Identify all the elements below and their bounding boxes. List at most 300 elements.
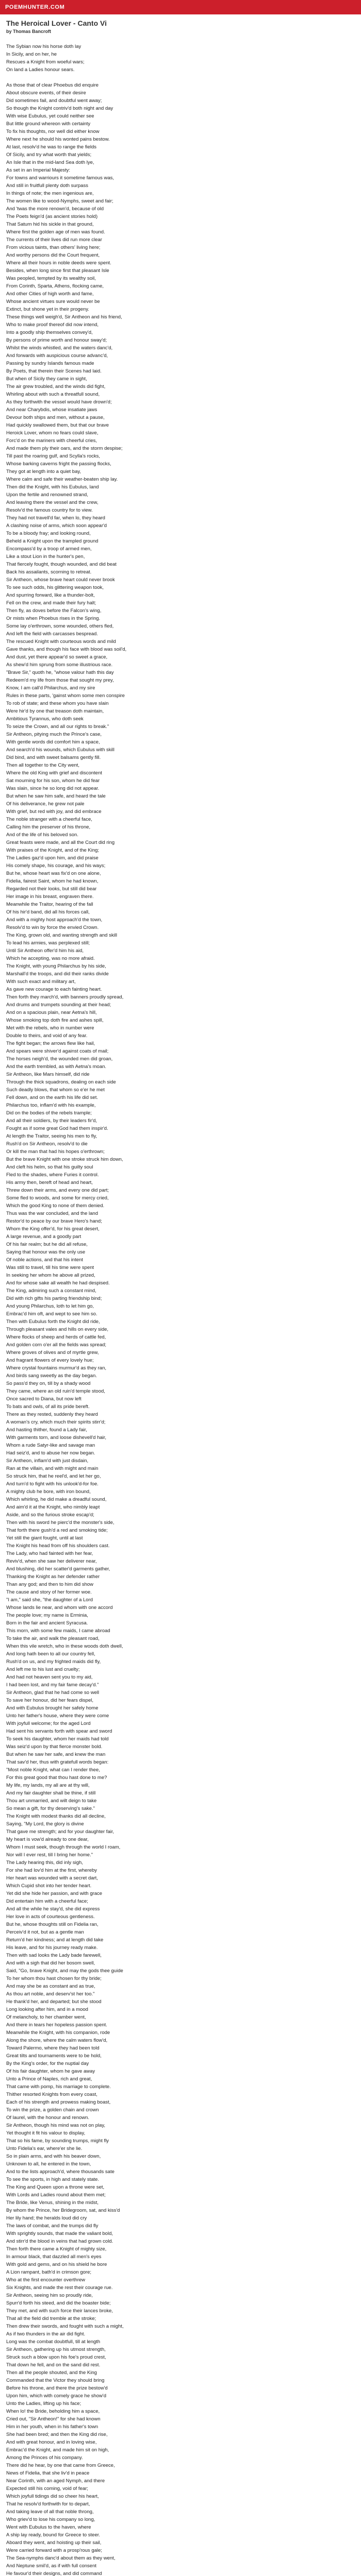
poem-line: The women like to wood-Nymphs, sweet and fair; [6, 198, 113, 204]
poem-line: His leave, and for his journey ready make. [6, 1945, 98, 1951]
poem-line: "Most noble Knight, what can I render thee, [6, 1767, 100, 1773]
poem-line: And blushing, did her scatter'd garments gather, [6, 1566, 110, 1572]
poem-line: On land a Ladies honour sears. [6, 67, 75, 73]
poem-line: Unto Fidelia's ear, where'er she lie. [6, 2146, 83, 2151]
poem-line: Unknown to all, he entered in the town, [6, 2161, 91, 2167]
poem-line: The King, admiring such a constant mind, [6, 1288, 96, 1294]
poemhunter-logo[interactable]: POEMHUNTER.COM [5, 4, 65, 10]
poem-line: Whilst the winds whistled, and the waters danc'd, [6, 345, 113, 351]
poem-line: Sir Antheon, whose brave heart could never brook [6, 577, 115, 583]
poem-line: And Neptune smil'd, as if with full consent [6, 2563, 97, 2569]
poem-line: Of noble actions, and that his intent [6, 1257, 83, 1263]
poem-line: Six Knights, and made the rest their courage rue. [6, 2285, 113, 2291]
poem-line: A Lion rampant, bath'd in crimson gore; [6, 2269, 91, 2275]
poem-line: And fragrant flowers of every lovely hue; [6, 1358, 94, 1363]
poem-line: That sav'd her, thus with gratefull words began: [6, 1759, 109, 1765]
poem-line: Was still to travel, till his time were spent [6, 1265, 94, 1270]
poem-line: Saying that honour was the only use [6, 1249, 86, 1255]
poem-line: To see such odds, his glittering weapon took, [6, 585, 104, 590]
poem-line: And 'twas the more renown'd, because of old [6, 206, 104, 212]
poem-line: By Poets, that therein their Scenes had laid. [6, 368, 102, 374]
poem-line: Her love in acts of courteous gentleness. [6, 1914, 95, 1920]
poem-line: Had sent his servants forth with spear and sword [6, 1728, 112, 1734]
poem-line: But when of Sicily they came in sight, [6, 376, 87, 382]
poem-line: Which joyfull tidings did so cheer his heart, [6, 2494, 99, 2499]
poem-line: And near Charybdis, whose insatiate jaws [6, 407, 97, 413]
poem-line: When this vile wretch, who in these woods doth dwell, [6, 1643, 123, 1649]
poem-line: Of his deliverance, he grew not pale [6, 801, 85, 807]
poem-line: Thither resorted Knights from every coast, [6, 2092, 97, 2097]
poem-line: By persons of prime worth and honour sway'd; [6, 337, 107, 343]
poem-line: And dust, yet there appear'd so sweet a grace, [6, 654, 108, 660]
poem-line: Before his throne, and there the prize bestow'd [6, 2385, 108, 2391]
poem-line: Besides, when long since first that pleasant Isle [6, 268, 109, 274]
poem-line: And with a mighty host approach'd the town, [6, 917, 103, 923]
poem-line: Passing by sundry Islands famous made [6, 361, 94, 366]
poem-line: Among the Princes of his company. [6, 2455, 83, 2461]
poem-line: And taking leave of all that noble throng, [6, 2509, 94, 2515]
poem-line: With joyfull welcome; for the aged Lord [6, 1721, 91, 1726]
poem-line: And birds sang sweetly as the day began. [6, 1373, 97, 1379]
poem-line: These things well weigh'd, Sir Antheon and his friend, [6, 314, 122, 320]
poem-line: Whom the King offer'd, for his great desert, [6, 1226, 100, 1232]
poem-line: Meanwhile the Traitor, hearing of the fall [6, 902, 93, 907]
poem-line: Where next he should his wonted pains bestow. [6, 137, 110, 142]
poem-line: Upon him, which with comely grace he show'd [6, 2393, 107, 2399]
poem-line: To fix his thoughts, nor well did either know [6, 129, 100, 134]
poem-line: Long looking after him, and in a mood [6, 2007, 88, 2012]
poem-line: And for whose sake all wealth he had despised. [6, 1280, 110, 1286]
poem-line: The rescued Knight with courteous words and mild [6, 639, 116, 645]
poem-line: He thank'd her, and departed; but she stood [6, 1999, 102, 2005]
poem-line: Thus was the war concluded, and the land [6, 1211, 98, 1216]
poem-line: Then fly, as doves before the Falcon's wing, [6, 608, 102, 614]
poem-line: Great feasts were made, and all the Court did ring [6, 840, 115, 845]
poem-line: Calling him the preserver of his throne, [6, 824, 91, 830]
poem-line: But he, whose heart was fix'd on one alone, [6, 871, 101, 876]
poem-line: About obscure events, of their desire [6, 90, 86, 96]
poem-line: And aim'd it at the Knight, who nimbly leapt [6, 1504, 100, 1510]
poem-line: Then with Eubulus forth the Knight did ride, [6, 1319, 100, 1325]
poem-line: The Sea-nymphs danc'd about them as they went, [6, 2555, 116, 2561]
poem-line: So in plain arms, and with his beaver down, [6, 2154, 101, 2159]
poem-line: The King and Queen upon a throne were set, [6, 2184, 105, 2190]
poem-line: Each of his strength and prowess making boast, [6, 2099, 111, 2105]
poem-line: Great tilts and tournaments were to be hold, [6, 2053, 102, 2059]
poem-line: And of the life of his beloved son. [6, 832, 78, 838]
poem-line: Which Cupid shot into her tender heart. [6, 1883, 92, 1889]
poem-line: Beheld a Knight upon the trampled ground [6, 538, 99, 544]
poem-line: Thanking the Knight as her defender rather [6, 1574, 100, 1580]
poem-line: Fell down, and on the earth his life did set. [6, 1095, 98, 1100]
poem-line: Her image in his breast, engraven there. [6, 894, 94, 900]
poem-line: Where first the golden age of men was found. [6, 229, 105, 235]
poem-line: Of his hir'd band, did all his forces call, [6, 909, 90, 915]
poem-line: A large revenue, and a goodly part [6, 1234, 81, 1240]
poem-line: That Saturn hid his sickle in that ground, [6, 222, 94, 227]
poem-line: Sir Antheon, like Mars himself, did ride [6, 1072, 90, 1077]
poem-line: They came, where an old ruin'd temple stood, [6, 1388, 105, 1394]
poem-line: Was seiz'd upon by that fierce monster bold. [6, 1744, 103, 1750]
poem-line: Yet thought it fit his valour to display, [6, 2130, 86, 2136]
poem-line: Forc'd on the mariners with cheerful cries, [6, 438, 97, 444]
poem-line: With praises of the Knight, and of the King; [6, 848, 100, 853]
poem-line: Struck such a blow upon his foe's proud crest, [6, 2354, 106, 2360]
poem-line: In things of note; the men ingenious are, [6, 191, 94, 196]
poem-line: Rush'd on us, and my frighted maids did fly, [6, 1659, 101, 1665]
poem-line: Whose smoking top doth fire and ashes spill, [6, 1018, 104, 1023]
poem-line: To bats and owls, of all its pride bereft. [6, 1404, 90, 1410]
poem-line: A ship lay ready, bound for Greece to steer. [6, 2532, 101, 2538]
poem-line: And had not heaven sent you to my aid, [6, 1674, 93, 1680]
poem-line: Through the thick squadrons, dealing on each side [6, 1079, 116, 1085]
poem-line: To rob of state; and these whom you have slain [6, 701, 109, 706]
poem-line: And with Eubulus brought her safely home [6, 1705, 99, 1711]
poem-line: And drums and trumpets sounding at their head; [6, 1002, 111, 1008]
poem-line: To lead his armies, was perplexed still; [6, 940, 90, 946]
poem-line: Back his assailants, scorning to retreat. [6, 569, 92, 575]
poem-line: Extinct, but shone yet in their progeny. [6, 307, 89, 312]
poem-line: She had been bred; and then the King did rise, [6, 2432, 108, 2437]
poem-line: Were hir'd by one that treason doth maintain, [6, 708, 104, 714]
poem-line: Or kill the man that had his hopes o'erthrown; [6, 1149, 105, 1155]
poem-line: Heroick Lover, whom no fears could slave, [6, 430, 99, 436]
poem-line: And search'd his wounds, which Eubulus with skill [6, 747, 114, 753]
poem-line: And all the while he stay'd, she did express [6, 1906, 100, 1912]
poem-line: That forth there gush'd a red and smoking tide; [6, 1528, 108, 1533]
poem-line: That fiercely fought, though wounded, and did beat [6, 562, 117, 567]
poem-line: Fled to the shades, where Furies it control. [6, 1172, 99, 1178]
poem-line: Said, "Go, brave Knight, and may the gods thee guide [6, 1968, 123, 1974]
poem-line: A woman's cry, which much their spirits stirr'd; [6, 1419, 106, 1425]
poem-line: Yet still the giant fought, until at last [6, 1535, 83, 1541]
poem-line: Sir Antheon, inflam'd with just disdain, [6, 1458, 89, 1464]
poem-line: Double to theirs, and void of any fear. [6, 1033, 88, 1039]
poem-line: Did bind, and with sweet balsams gently fill. [6, 755, 101, 760]
poem-line: Rules in these parts, 'gainst whom some men conspire [6, 693, 125, 699]
poem-line: Ran at the villain, and with might and main [6, 1466, 99, 1471]
poem-line: Then forth there came a Knight of mighty size, [6, 2246, 107, 2252]
poem-line: The Knight with modest thanks did all decline, [6, 1814, 106, 1819]
poem-line: Restor'd to peace by our brave Hero's hand; [6, 1218, 102, 1224]
poem-line: My life, my lands, my all are at thy will, [6, 1783, 90, 1788]
poem-line: The noble stranger with a cheerful face, [6, 817, 92, 822]
poem-line: Embrac'd him oft, and wept to see him so. [6, 1311, 97, 1317]
poem-line: Ambitious Tyrannus, who doth seek [6, 716, 84, 722]
poem-line: But when he saw him safe, and heard the tale [6, 793, 106, 799]
poem-line: As shew'd him sprung from some illustrious race. [6, 662, 113, 668]
poem-line: But when he saw her safe, and knew the man [6, 1752, 106, 1757]
poem-line: And other Cities of high worth and fame, [6, 291, 94, 297]
poem-line: Into a goodly ship themselves convey'd, [6, 330, 93, 335]
poem-line: "I am," said she, "the daughter of a Lord [6, 1597, 93, 1603]
poem-line: Then forth they march'd, with banners proudly spread, [6, 994, 124, 1000]
poem-line: Born in the fair and ancient Syracusa. [6, 1620, 88, 1626]
poem-line: For towns and warriours it sometime famous was, [6, 175, 114, 181]
poem-line: Fell on the crew, and made their fury halt; [6, 600, 96, 606]
poem-line: And hasting thither, found a Lady fair, [6, 1427, 87, 1433]
poem-line: Some lay o'erthrown, some wounded, others fled, [6, 623, 114, 629]
poem-line: But he, whose thoughts still on Fidelia ran, [6, 1922, 99, 1927]
poem-line: A mighty club he bore, with iron bound, [6, 1489, 91, 1495]
poem-line: Unto a Prince of Naples, rich and great, [6, 2076, 92, 2082]
poem-line: The people love; my name is Erminia, [6, 1613, 88, 1618]
poem-line: Upon the fertile and renowned strand, [6, 492, 88, 498]
poem-line: Then all together to the City went, [6, 762, 80, 768]
poem-line: Long was the combat doubtfull, till at length [6, 2339, 101, 2345]
poem-line: Embrac'd the Knight, and made him sit on high, [6, 2447, 109, 2453]
poem-line: Who at the first encounter overthrew [6, 2277, 86, 2283]
poem-line: That all the field did tremble at the stroke; [6, 2316, 96, 2321]
poem-line: Fidelia, fairest Saint, whom he had known, [6, 878, 99, 884]
poem-line: Who griev'd to lose his company so long, [6, 2517, 95, 2522]
poem-line: Until Sir Antheon offer'd him his aid, [6, 948, 84, 954]
poem-line: Sir Antheon, pitying much the Prince's case, [6, 732, 102, 737]
poem-line: Had seiz'd, and to abuse her now began. [6, 1450, 95, 1456]
poem-line: The horses neigh'd, the wounded men did groan, [6, 1056, 113, 1062]
poem-line: Along the shore, where the calm waters flow'd, [6, 2038, 108, 2043]
poem-line: Resolv'd to win by force the envied Crown. [6, 925, 99, 930]
poem-line: I had been lost, and my fair fame decay'd." [6, 1682, 99, 1688]
poem-line: And spears were shiver'd against coats of mail; [6, 1048, 109, 1054]
poem-line: That down he fell, and on the sand did rest. [6, 2362, 101, 2368]
poem-line: The fight began; the arrows flew like hail, [6, 1041, 95, 1046]
poem-line: Once sacred to Diana, but now left [6, 1396, 81, 1402]
poem-line: Had quickly swallowed them, but that our brave [6, 422, 109, 428]
poem-line: Cried out, "Sir Antheon!" for she had known [6, 2416, 101, 2422]
poem-line: Like a stout Lion in the hunter's pen, [6, 554, 85, 560]
poem-line: The Knight his head from off his shoulders cast. [6, 1543, 110, 1549]
poem-line: Gave thanks, and though his face with blood was soil'd, [6, 647, 127, 652]
poem-line: From Corinth, Sparta, Athens, flocking came, [6, 283, 104, 289]
poem-line: As set in an Imperial Majesty: [6, 167, 71, 173]
poem-line: Met with the rebels, who in number were [6, 1025, 94, 1031]
poem-line: He favour'd their designs, and did command [6, 2571, 102, 2576]
poem-line: Whom a rude Satyr-like and savage man [6, 1443, 95, 1448]
poem-line: The King, grown old, and wanting strength and skill [6, 933, 117, 938]
poem-line: With such exact and military art, [6, 979, 76, 985]
poem-line: And the earth trembled, as with Aetna's moan. [6, 1064, 107, 1070]
poem-title: The Heroical Lover - Canto Vi [6, 19, 107, 27]
poem-line: And forwards with auspicious course advanc'd, [6, 353, 108, 359]
poem-line: Then with his sword he pierc'd the monster's side, [6, 1520, 114, 1526]
poem-line: But little ground whereon with certainty [6, 121, 91, 127]
poem-line: His army then, bereft of head and heart, [6, 1180, 93, 1185]
poem-line: The Lady, who had fainted with her fear, [6, 1551, 93, 1556]
poem-line: With sprightly sounds, that made the valiant bold, [6, 2231, 113, 2236]
poem-line: With Lords and Ladies round about them met; [6, 2192, 106, 2198]
poem-line: Whose ancient virtues sure would never be [6, 299, 100, 304]
poem-line: Then drew their swords, and fought with such a might, [6, 2324, 124, 2329]
poem-line: That he resolv'd forthwith for to depart, [6, 2501, 90, 2507]
poem-line: Than any god; and then to him did show [6, 1582, 94, 1587]
poem-line: And my fair daughter shall be thine, if still [6, 1790, 96, 1796]
poem-line: That gave me strength; and for your daughter fair, [6, 1829, 114, 1835]
poem-line: And cleft his helm, so that his guilty soul [6, 1164, 93, 1170]
poem-line: Meanwhile the Knight, with his companion, rode [6, 2030, 110, 2036]
poem-line: Where crystal fountains murmur'd as they ran, [6, 1365, 106, 1371]
poem-line: That came with pomp, his marriage to complete. [6, 2084, 111, 2090]
poem-line: And on a spacious plain, near Aetna's hill, [6, 1010, 97, 1015]
poem-line: To her whom thou hast chosen for thy bride; [6, 1976, 102, 1981]
poem-line: Was slain, since he so long did not appear. [6, 786, 100, 791]
poem-line: And to the lists approach'd, where thousands sate [6, 2169, 114, 2175]
poem-line: Which whirling, he did make a dreadful sound, [6, 1497, 107, 1502]
poem-line: The Sybian now his horse doth lay [6, 44, 81, 49]
poem-line: The cause and story of her former woe. [6, 1589, 92, 1595]
poem-line: To seek his daughter, whom her maids had told [6, 1736, 109, 1742]
poem-line: Commanded that the Victor they should bring [6, 2378, 105, 2383]
poem-line: And left me to his lust and cruelty; [6, 1667, 80, 1672]
poem-line: When lo! the Bride, beholding him a space, [6, 2409, 100, 2414]
poem-line: For this great good that thou hast done to me? [6, 1775, 107, 1781]
poem-line: Her lily hand; the heralds loud did cry [6, 2215, 87, 2221]
poem-line: The laws of combat, and the trumps did fly [6, 2223, 99, 2229]
poem-line: And leaving there the vessel and the crew, [6, 500, 99, 505]
poem-line: Then all the people shouted, and the King [6, 2370, 97, 2376]
poem-line: And young Philarchus, loth to let him go, [6, 1303, 94, 1309]
poem-line: Whose lands lie near, and whom with one accord [6, 1605, 113, 1611]
poem-line: Him in her youth, when in his father's town [6, 2424, 99, 2430]
poem-line: Were carried forward with a prosp'rous gale; [6, 2548, 102, 2553]
poem-line: And spurring forward, like a thunder-bolt, [6, 592, 95, 598]
poem-line: Resolv'd the famous country for to view. [6, 507, 93, 513]
poem-line: To seize the Crown, and all our rights to break." [6, 724, 109, 730]
poem-line: Who to make proof thereof did now intend, [6, 322, 99, 328]
poem-line: Return'd her kindness; and at length did take [6, 1937, 104, 1943]
poem-line: They met, and with such force their lances broke, [6, 2308, 113, 2314]
poem-line: This morn, with some few maids, I came abroad [6, 1628, 110, 1634]
poem-line: Unto her father's house, where they were come [6, 1713, 109, 1719]
poem-line: Rescues a Knight from woeful wars; [6, 59, 85, 65]
poem-line: Where groves of olives and of myrtle grew, [6, 1350, 99, 1355]
poem-line: And stirr'd the blood in veins that had grown cold. [6, 2239, 113, 2244]
poem-line: Thou art unmarried, and wilt deign to take [6, 1798, 97, 1804]
poem-line: And with a sigh that did her bosom swell, [6, 1960, 95, 1966]
poem-line: Of his fair realm; but he did all refuse, [6, 1242, 88, 1247]
poem-line: "Brave Sir," quoth he, "whose valour hath this day [6, 670, 114, 675]
poem-line: And there in tears her hopeless passion spent. [6, 2022, 107, 2028]
poem-line: And made them ply their oars, and the storm despise; [6, 446, 123, 451]
poem-line: There did he hear, by one that came from Greece, [6, 2463, 115, 2468]
poem-line: Was peopled, tempted by its wealthy soil, [6, 276, 96, 281]
poem-line: As gave new courage to each fainting heart. [6, 987, 102, 992]
poem-line: Aside, and so the furious stroke escap'd; [6, 1512, 94, 1518]
poem-line: Sir Antheon, glad that he had come so well [6, 1690, 100, 1696]
poem-line: For she had lov'd him at the first, whereby [6, 1868, 97, 1873]
poem-line: At last, resolv'd he was to range the fields [6, 144, 97, 150]
poem-line: My heart is vow'd already to one dear, [6, 1837, 89, 1842]
poem-line: Of melancholy, to her chamber went, [6, 2014, 86, 2020]
poem-line: The Ladies gaz'd upon him, and did praise [6, 855, 99, 861]
poem-line: A clashing noise of arms, which soon appear'd [6, 523, 107, 529]
poem-line: Devour both ships and men, without a pause, [6, 415, 105, 420]
poem-line: And turn'd to fight with his unlook'd-for foe. [6, 1481, 99, 1487]
poem-line: In seeking her whom he above all prized, [6, 1273, 95, 1278]
poem-line: Some fled to woods, and some for mercy cried, [6, 1195, 109, 1201]
poem-line: Did on the bodies of the rebels trample; [6, 1110, 92, 1116]
poem-line: Sir Antheon, though his mind was not on play, [6, 2123, 106, 2128]
poem-line: And all their soldiers, by their leaders fir'd, [6, 1118, 97, 1124]
poem-line: The Lady hearing this, did inly sigh, [6, 1860, 83, 1866]
poem-line: But the brave Knight with one stroke struck him down, [6, 1157, 123, 1162]
poem-line: As they forthwith the vessel would have drown'd; [6, 399, 112, 405]
poem-line: Unto the Ladies, lifting up his face; [6, 2401, 81, 2406]
poem-line: Did sometimes fail, and doubtful went away; [6, 98, 102, 104]
poem-line: That so his fame, by sounding trumps, might fly [6, 2138, 109, 2144]
poem-line: Then did the Knight, with his Eubulus, land [6, 484, 99, 490]
poem-line: So mean a gift, for thy deserving's sake." [6, 1806, 95, 1811]
poem-line: In armour black, that dazzled all men's eyes [6, 2254, 102, 2260]
poem-line: And long hath been to all our country fell, [6, 1651, 95, 1657]
poem-line: Which the good King to none of them denied. [6, 1203, 105, 1209]
poem-line: The Bride, like Venus, shining in the midst, [6, 2200, 99, 2206]
poem-line: So pass'd they on, till by a shady wood [6, 1381, 91, 1386]
poem-line: Which he accepting, was no more afraid. [6, 956, 95, 961]
poem-line: And with great honour, and in loving wise, [6, 2439, 97, 2445]
poem-line: Rush'd on Sir Antheon, resolv'd to die [6, 1141, 88, 1147]
poem-line: They got at length into a quiet bay, [6, 469, 81, 474]
poem-line: Regarded not their looks, but still did bear [6, 886, 97, 892]
poem-line: With wise Eubulus, yet could neither see [6, 113, 94, 119]
poem-line: Then with sad looks the Lady bade farewell, [6, 1953, 102, 1958]
header-bar [0, 0, 361, 14]
poem-line: And still in fruitfull plenty doth surpass [6, 183, 88, 189]
poem-line: And golden corn o'er all the fields was spread; [6, 1342, 107, 1348]
poem-line: To save her honour, did her fears dispel, [6, 1698, 93, 1703]
poem-line: Whirling about with such a threatfull sound, [6, 392, 100, 397]
poem-line: Toward Palermo, where they had been told [6, 2045, 100, 2051]
poem-line: Sir Antheon, gathering up his utmost strength, [6, 2347, 106, 2352]
poem-line: The Knight, with young Philarchus by his side, [6, 963, 106, 969]
poem-line: Where calm and safe their weather-beaten ship lay. [6, 477, 118, 482]
poem-line: So though the Knight contriv'd both night and day [6, 106, 113, 111]
poem-line: Of his fair daughter, whom he gave away [6, 2069, 95, 2074]
poem-line: As thou art noble, and deserv'st her too." [6, 1991, 95, 1997]
poem-line: They had not travell'd far, when lo, they heard [6, 515, 105, 521]
poem-line: Sir Antheon, seeing him so proudly ride, [6, 2293, 93, 2298]
poem-line: Such deadly blows, that whom so e'er he met [6, 1087, 105, 1093]
poem-line: Whom I must seek, though through the world I roam, [6, 1844, 121, 1850]
poem-line: With garments torn, and loose dishevell'd hair, [6, 1435, 107, 1440]
poem-line: As those that of clear Phoebus did enquire [6, 82, 99, 88]
poem-line: Where all their hours in noble deeds were spent. [6, 260, 111, 266]
poem-line: An Isle that in the mid-land Sea doth lye, [6, 160, 94, 165]
poem-line: And left the field with carcasses bespread. [6, 631, 98, 637]
poem-line: Threw down their arms, and every one did part; [6, 1188, 109, 1193]
poem-line: Saying, "My Lord, the glory is divine [6, 1821, 84, 1827]
poem-line: Sat mourning for his son, whom he did fear [6, 778, 100, 784]
poem-line: To win the prize, a golden chain and crown [6, 2107, 99, 2113]
poem-line: The Poets feign'd (as ancient stories hold) [6, 214, 98, 219]
poem-line: The currents of their lives did run more clear [6, 237, 102, 243]
poem-line: Near Corinth, with an aged Nymph, and there [6, 2478, 105, 2484]
poem-line: Philarchus too, inflam'd with his example, [6, 1103, 96, 1108]
poem-line: Fought as if some great God had them inspir'd. [6, 1126, 108, 1131]
poem-line: Reviv'd, when she saw her deliverer near, [6, 1558, 97, 1564]
poem-line: There as they rested, suddenly they heard [6, 1412, 98, 1417]
poem-line: As if two thunders in the air did fight. [6, 2331, 86, 2337]
poem-line: With gentle words did comfort him a space, [6, 739, 100, 745]
poem-line: To be a bloody fray; and looking round, [6, 531, 91, 536]
poem-line: His comely shape, his courage, and his ways; [6, 863, 106, 869]
poem-line: With gold and gems, and on his shield he bore [6, 2262, 107, 2267]
poem-line: Spurr'd forth his steed, and did the boaster bide; [6, 2300, 111, 2306]
poem-line: Whose barking caverns fright the passing flocks, [6, 461, 111, 467]
poem-body [6, 43, 347, 2576]
poem-line: With grief, but red with joy, and did embrace [6, 809, 102, 815]
poem-line: So struck him, that he reel'd, and let her go, [6, 1473, 101, 1479]
